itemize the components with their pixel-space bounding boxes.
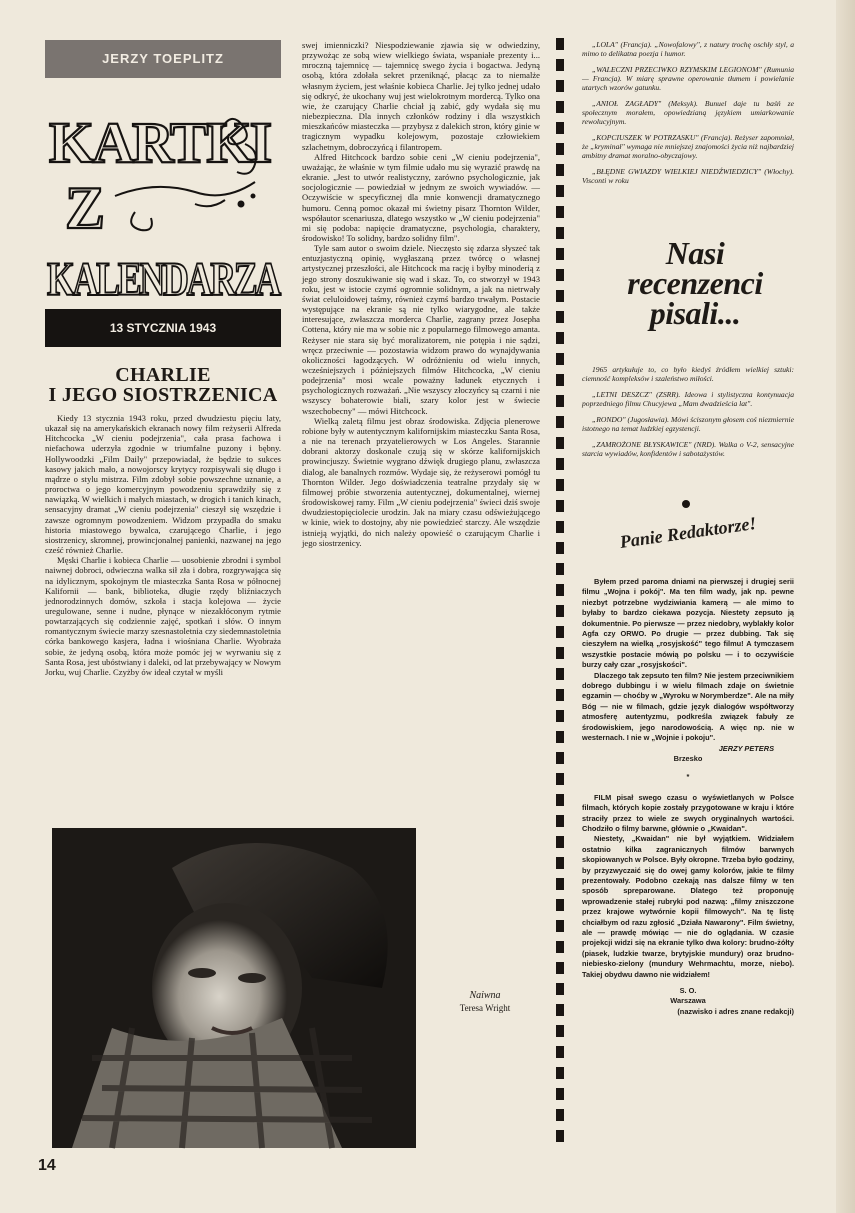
letter-signature: JERZY PETERS <box>718 743 774 753</box>
article-title <box>45 365 281 405</box>
reviews-top <box>582 40 794 192</box>
film-perforation <box>556 899 564 911</box>
page-number: 14 <box>38 1157 56 1174</box>
svg-text:KARTKI: KARTKI <box>49 110 271 175</box>
article-column-2 <box>302 40 540 548</box>
film-perforation <box>556 38 564 50</box>
film-perforation <box>556 80 564 92</box>
film-perforation <box>556 164 564 176</box>
film-perforation <box>556 395 564 407</box>
date-bar: 13 STYCZNIA 1943 <box>45 309 281 347</box>
paragraph: swej imienniczki? Niespodziewanie zjawia się w odwiedziny, przywożąc ze sobą wiew wielkiego świata, wspaniałe prezenty i... mroczną tajemnicę — tajemnicę swego życia i bogactwa. Jedyną osobą, która zdołała sekret przeniknąć, płacąc za to niemalże własnym życiem, jest właśnie kobieca Charlie. Jej tylko jednej udało się odkryć, że ukochany wuj jest wielokrotnym mordercą. Tylko ona wie, że czarujący Charlie chciał ją zabić, gdy wydała się mu niebezpieczna. Dla innych członków rodziny i dla wszystkich mieszkańców miasteczka — przybysz z dalekich stron, który ginie w tragicznym wypadku kolejowym, pozostaje człowiekiem szlachetnym, dobroczyńcą i filantropem. <box>302 40 540 152</box>
film-perforation <box>556 563 564 575</box>
letter-place: Warszawa <box>670 996 706 1006</box>
paragraph: Alfred Hitchcock bardzo sobie ceni „W cieniu podejrzenia", uważając, że właśnie w tym filmie udało mu się wyrazić prawdę na ekranie. „Jest to utwór realistyczny, zarówno psychologicznie, jak socjologicznie — powiedział w jednym ze swoich wywiadów. — Oczywiście w specyficznej dla mnie konwencji dramatycznego humoru. Cenną pomoc okazał mi świetny pisarz Thornton Wilder, współautor scenariusza, dlatego wszystko w „W cieniu podejrzenia" mi się podoba: napięcie dramatyczne, psychologia, charaktery, środowisko! To solidny, bardzo solidny film". <box>302 151 540 243</box>
film-perforation <box>556 332 564 344</box>
film-perforation <box>556 458 564 470</box>
review-item: „BŁĘDNE GWIAZDY WIELKIEJ NIEDŹWIEDZICY" (Włochy). Visconti w roku <box>582 167 794 185</box>
film-perforation <box>556 689 564 701</box>
film-perforation <box>556 878 564 890</box>
paragraph: Męski Charlie i kobieca Charlie — uosobienie zbrodni i symbol naiwnej dobroci, odwieczna walka sił zła i dobra, rozgrywająca się na idylicznym, spokojnym tle miasteczka Santa Rosa w północnej Kalifornii — bank, biblioteka, długie rzędy bliźniaczych jednorodzinnych domów, szkoła i stacja kolejowa — życie uregulowane, senne i nudne, płynące w niezakłóconym rytmie powtarzających się codziennie zajęć, spotkań i słów. O innym romantycznym świecie marzy szesnastoletnia czy siedemnastoletnia córka bankowego kasjera, ładna i wiośniana Charlie. Wyobraża sobie, że jedyną osobą, która może pomóc jej w wyrwaniu się z Santa Rosa, jest ubóstwiany i daleki, od lat przebywający w Nowym Jorku, wuj Charlie. Czyżby ów ideał czytał w myśli <box>45 555 281 677</box>
teresa-wright-photo <box>52 828 416 1148</box>
letter-place: Brzesko <box>673 753 703 763</box>
reviews-bottom <box>582 365 794 465</box>
review-item: „LOLA" (Francja). „Nowofalowy", z natury trochę oschły styl, a mimo to delikatna poezja i humor. <box>582 40 794 58</box>
film-strip-divider <box>556 38 566 1158</box>
heading-line: Nasi <box>665 235 725 271</box>
film-perforation <box>556 647 564 659</box>
svg-text:KALENDARZA: KALENDARZA <box>47 253 282 306</box>
film-perforation <box>556 248 564 260</box>
letters-section <box>582 577 794 1017</box>
letter-note: (nazwisko i adres znane redakcji) <box>677 1006 794 1016</box>
film-perforation <box>556 815 564 827</box>
title-line-1: CHARLIE <box>115 364 211 386</box>
film-perforation <box>556 1088 564 1100</box>
film-perforation <box>556 752 564 764</box>
review-item: „ZAMROŻONE BŁYSKAWICE" (NRD). Walka o V-2, sensacyjne starcia wywiadów, konfidentów i sabotażystów. <box>582 440 794 458</box>
film-perforation <box>556 500 564 512</box>
film-perforation <box>556 290 564 302</box>
paragraph: Wielką zaletą filmu jest obraz środowiska. Zdjęcia plenerowe robione były w autentycznym kalifornijskim miasteczku Santa Rosa, a nie na terenach przyatelierowych w Los Angeles. Starannie dobrani aktorzy doskonale czują się w skórze kalifornijskich prowincjuszy. Świetnie wygrano dźwięk drugiego planu, zwłaszcza dialog, ale banalnych rozmów. Wydaje się, że reżyserowi pomógł tu Thornton Wilder. Jego doświadczenia teatralne przydały się w filmowej próbie stworzenia autentycznej, dokumentalnej, wiernej środowiskowej ramy. Film „W cieniu podejrzenia" świeci dziś swoje dwudziestopięciolecie urodzin. Jak na miary czasu odświeżującego w kinie, wiek to dostojny, aby nie powiedzieć starczy. Ale wszędzie istnieją wyjątki, do nich należy opowieść o czarującym Charlie i jego siostrzenicy. <box>302 415 540 548</box>
separator-dot <box>682 500 690 508</box>
svg-text:Z: Z <box>65 175 106 241</box>
film-perforation <box>556 143 564 155</box>
section-heading <box>600 235 790 331</box>
film-perforation <box>556 311 564 323</box>
author-bar: JERZY TOEPLITZ <box>45 40 281 78</box>
film-perforation <box>556 668 564 680</box>
title-line-2: I JEGO SIOSTRZENICA <box>48 384 278 406</box>
letter-signature: S. O. <box>679 986 697 996</box>
film-perforation <box>556 836 564 848</box>
film-perforation <box>556 521 564 533</box>
film-perforation <box>556 59 564 71</box>
film-perforation <box>556 206 564 218</box>
film-perforation <box>556 584 564 596</box>
letter-paragraph: Dlaczego tak zepsuto ten film? Nie jestem przeciwnikiem dobrego dubbingu i w wielu filmach zdaje on świetnie egzamin — choćby w „Wyroku w Norymberdze". Ale na miły Bóg — nie w filmach, gdzie język dialogów współtworzy atmosferę autentyzmu, podkreśla związek fabuły ze środowiskiem, jego narodowością. A więc np. nie w westernach. I nie w „Wojnie i pokoju". <box>582 670 794 743</box>
film-perforation <box>556 1004 564 1016</box>
film-perforation <box>556 269 564 281</box>
review-item: „KOPCIUSZEK W POTRZASKU" (Francja). Reżyser zapomniał, że „kryminał" wymaga nie mniejszej znajomości życia niż najbardziej ambitny dramat moralno-obyczajowy. <box>582 133 794 160</box>
film-perforation <box>556 185 564 197</box>
film-perforation <box>556 1046 564 1058</box>
star-separator: * <box>686 772 690 782</box>
paragraph: Tyle sam autor o swoim dziele. Nieczęsto się zdarza słyszeć tak entuzjastyczną opinię, wygłaszaną przez twórcę o własnej artystycznej przeszłości, ale Hitchcock ma rację i byłby minoderią z jego strony doszukiwanie się wad i skaz. To, co stworzył w 1943 roku, jest w istocie czymś ogromnie solidnym, a jak na nietrwały świat celuloidowej taśmy, również czymś bardzo trwałym. Postacie występujące na ekranie są nie tylko wiarygodne, ale także interesujące, zwłaszcza morderca Charlie, zagrany przez Josepha Cottena, który nie ma w sobie nic z popularnego filmowego amanta. Reżyser nie stara się być moralizatorem, nie potępia i nie sądzi, wręcz przeciwnie — pozostawia widzom prawo do wynajdywania okoliczności łagodzących. W odróżnieniu od wielu innych, wcześniejszych i późniejszych filmów Hitchcocka, „W cieniu podejrzenia" mosi wcale poważny ładunek etycznych i psychologicznych rozważań. „Nie wszyscy złoczyńcy są czarni i nie wszyscy bohaterowie biali, szary kolor jest w świecie wszechobecny" — mówi Hitchcock. <box>302 243 540 416</box>
photo-illustration <box>52 828 416 1148</box>
film-perforation <box>556 605 564 617</box>
review-item: „LETNI DESZCZ" (ZSRR). Ideowa i stylistyczna kontynuacja poprzedniego filmu Chucyjewa „Mam dwadzieścia lat". <box>582 390 794 408</box>
film-perforation <box>556 857 564 869</box>
film-perforation <box>556 101 564 113</box>
letter-paragraph: FILM pisał swego czasu o wyświetlanych w Polsce filmach, których kopie zostały przygotowane w kraju i które straciły przez to wiele ze swych oryginalnych wartości. Chodziło o filmy barwne, głównie o „Kwaidan". <box>582 792 794 833</box>
review-item: „RONDO" (Jugosławia). Mówi ściszonym głosem coś niezmiernie istotnego na temat ludzkiej egzystencji. <box>582 415 794 433</box>
film-perforation <box>556 962 564 974</box>
film-perforation <box>556 227 564 239</box>
heading-line: pisali... <box>649 295 741 331</box>
film-perforation <box>556 479 564 491</box>
film-perforation <box>556 920 564 932</box>
film-perforation <box>556 773 564 785</box>
letter-paragraph: Niestety, „Kwaidan" nie był wyjątkiem. Widziałem ostatnio kilka zagranicznych filmów barwnych skopiowanych w Polsce. Były okropne. Trzeba było godziny, by przyzwyczaić się do owej gamy kolorów, jakie te filmy prezentowały. Podobno czekają nas dalsze filmy w ten sposób spreparowane. Dlatego też proponuję wprowadzenie stałej rubryki pod nazwą: „filmy zniszczone przez krajowe wytwórnie kopii filmowych". Na tę listę chciałbym od razu zgłosić „Działa Nawarony". Film świetny, ale — prawdę mówiąc — nie do oglądania. W czasie projekcji widzi się na ekranie tylko dwa kolory: brudno-żółty (piasek, ludzkie twarze, brytyjskie mundury) oraz brudno-niebiesko-zielony (mundury Wehrmachtu, morze, niebo). Takiej obydwu dawno nie widziałem! <box>582 834 794 979</box>
film-perforation <box>556 1025 564 1037</box>
photo-caption <box>440 990 530 1014</box>
review-item: „WALECZNI PRZECIWKO RZYMSKIM LEGIONOM" (Rumunia — Francja). W miarę sprawne operowanie tłumem i powielanie utartych wzorów gatunku. <box>582 65 794 92</box>
film-perforation <box>556 353 564 365</box>
film-perforation <box>556 1130 564 1142</box>
caption-name: Teresa Wright <box>459 1003 511 1013</box>
film-perforation <box>556 710 564 722</box>
film-perforation <box>556 542 564 554</box>
article-column-1 <box>45 413 281 677</box>
film-perforation <box>556 731 564 743</box>
film-perforation <box>556 1109 564 1121</box>
film-perforation <box>556 941 564 953</box>
film-perforation <box>556 122 564 134</box>
kartki-z-kalendarza-logo <box>45 100 281 315</box>
film-perforation <box>556 416 564 428</box>
film-perforation <box>556 983 564 995</box>
film-perforation <box>556 794 564 806</box>
page-edge <box>836 0 855 1213</box>
film-perforation <box>556 1067 564 1079</box>
heading-line: recenzenci <box>627 265 763 301</box>
letter-paragraph: Byłem przed paroma dniami na pierwszej i drugiej serii filmu „Wojna i pokój". Ma ten film wady, jak np. pewne niezbyt potrzebne wydziwiania kamerą — ale mimo to byłaby to bardzo ciekawa pozycja. Niestety zepsuto ją dokumentnie. Po pierwsze — przez niedobry, wyblakły kolor Agfa czy ORWO. Po drugie — przez dubbing. Tak się cieszyłem na wielką „rosyjskość" tego filmu! A tymczasem wszystkie postacie mówią po polsku — i to oczywiście burzy cały czar „rosyjskości". <box>582 577 794 670</box>
review-item: 1965 artykułuje to, co było kiedyś źródłem wielkiej sztuki: ciemność kompleksów i szaleństwo miłości. <box>582 365 794 383</box>
film-perforation <box>556 437 564 449</box>
caption-title: Naiwna <box>469 990 501 1001</box>
letters-heading: Panie Redaktorze! <box>618 512 758 552</box>
paragraph: Kiedy 13 stycznia 1943 roku, przed dwudziestu pięciu laty, ukazał się na amerykańskich ekranach nowy film reżyserii Alfreda Hitchcocka „W cieniu podejrzenia", cała prasa fachowa i niefachowa uderzyła zgodnie w triumfalne puzony i bębny. Hollywoodzki „Film Daily" przepowiadał, że będzie to sukces kasowy jakich mało, a nowojorscy krytycy rozpisywali się długo i mądrze o stylu mistrza. Film zdobył sobie powszechne uznanie, a proroctwa o jego komercyjnym powodzeniu sprawdziły się z nawiązką. W wielkich i małych miastach, w drogich i tanich kinach, sensacyjny dramat „W cieniu podejrzenia" cieszył się wszędzie i zawsze ogromnym powodzeniem. Widzom przypadła do smaku historia miastowego bywalca, czarującego Charlie, i jego siostrzenicy, skromnej, prowincjonalnej panienki, nazwanej na jego cześć również Charlie. <box>45 413 281 556</box>
film-perforation <box>556 626 564 638</box>
film-perforation <box>556 374 564 386</box>
review-item: „ANIOŁ ZAGŁADY" (Meksyk). Bunuel daje tu baśń ze społecznym morałem, opowiedzianą językiem umiarkowanie rewolucyjnym. <box>582 99 794 126</box>
